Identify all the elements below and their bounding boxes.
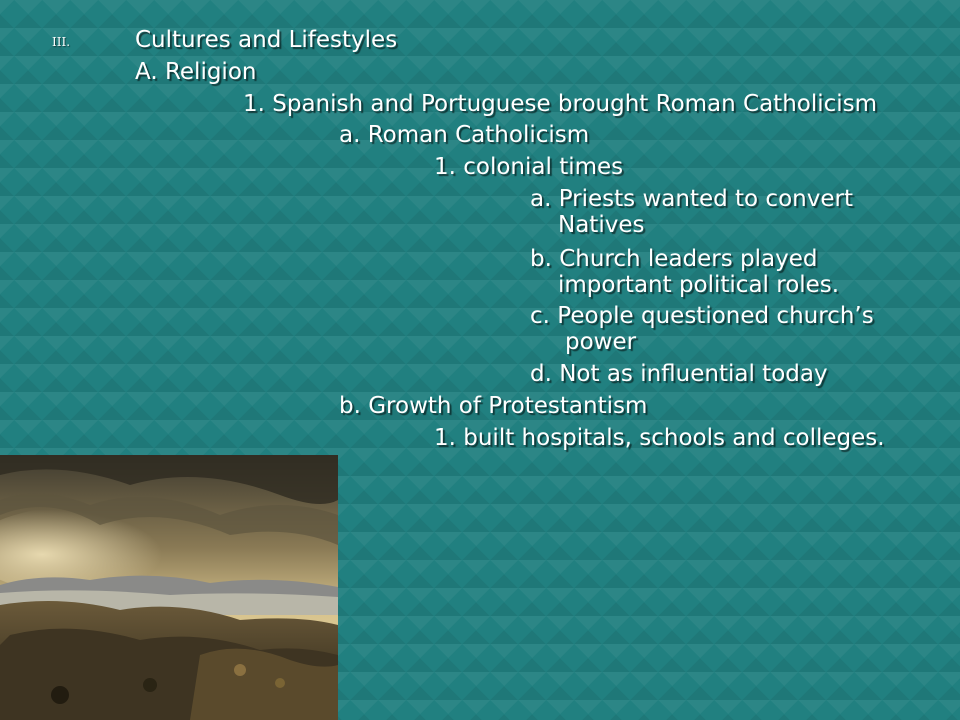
item-church-leaders: b. Church leaders played	[530, 246, 818, 272]
item-people-questioned: c. People questioned church’s	[530, 303, 874, 329]
item-people-questioned-cont: power	[565, 329, 637, 355]
subpoint-roman-catholicism: a. Roman Catholicism	[339, 122, 590, 148]
landscape-painting	[0, 455, 338, 720]
subheading-religion: A. Religion	[135, 59, 257, 85]
item-church-leaders-cont: important political roles.	[558, 272, 840, 298]
subpoint-protestantism: b. Growth of Protestantism	[339, 393, 648, 419]
heading-cultures: Cultures and Lifestyles	[135, 27, 398, 53]
item-colonial-times: 1. colonial times	[434, 154, 624, 180]
outline-numeral: III.	[52, 35, 71, 49]
item-not-influential: d. Not as influential today	[530, 361, 828, 387]
item-priests: a. Priests wanted to convert	[530, 186, 853, 212]
item-built-hospitals: 1. built hospitals, schools and colleges.	[434, 425, 885, 451]
item-priests-cont: Natives	[558, 212, 645, 238]
point-spanish-portuguese: 1. Spanish and Portuguese brought Roman Catholicism	[243, 91, 878, 117]
